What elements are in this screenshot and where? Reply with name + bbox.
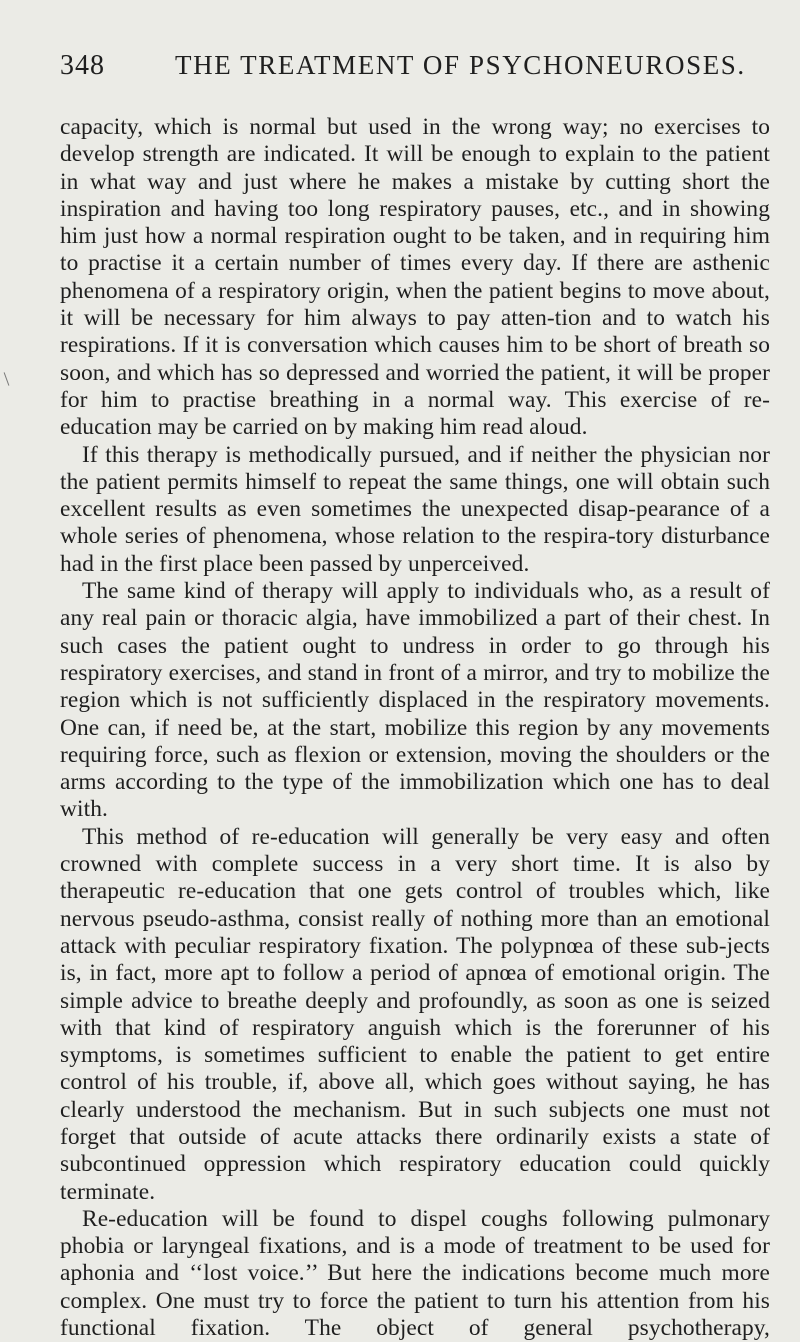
running-title: THE TREATMENT OF PSYCHONEUROSES. xyxy=(175,50,746,80)
paragraph: capacity, which is normal but used in the wrong way; no exercises to develop strength are indicated. It will be enough to explain to the patient in what way and just where he makes a mistake by cutting short the inspiration and having too long respiratory pauses, etc., and in showing him just how a normal respiration ought to be taken, and in requiring him to practise it a certain number of times every day. If there are asthenic phenomena of a respiratory origin, when the patient begins to move about, it will be necessary for him always to pay atten-tion and to watch his respirations. If it is conversation which causes him to be short of breath so soon, and which has so depressed and worried the patient, it will be proper for him to practise breathing in a normal way. This exercise of re-education may be carried on by making him read aloud. xyxy=(60,114,770,441)
paragraph: If this therapy is methodically pursued, and if neither the physician nor the patient permits himself to repeat the same things, one will obtain such excellent results as even sometimes the unexpected disap-pearance of a whole series of phenomena, whose relation to the respira-tory disturbance had in the first place been passed by unperceived. xyxy=(60,441,770,577)
running-head xyxy=(60,50,770,90)
page-number: 348 xyxy=(60,50,105,81)
paragraph: The same kind of therapy will apply to individuals who, as a result of any real pain or thoracic algia, have immobilized a part of their chest. In such cases the patient ought to undress in order to go through his respiratory exercises, and stand in front of a mirror, and try to mobilize the region which is not sufficiently displaced in the respiratory movements. One can, if need be, at the start, mobilize this region by any movements requiring force, such as flexion or extension, moving the shoulders or the arms according to the type of the immobilization which one has to deal with. xyxy=(60,578,770,823)
page-edge-mark xyxy=(4,372,10,385)
paragraph: This method of re-education will generally be very easy and often crowned with complete success in a very short time. It is also by therapeutic re-education that one gets control of troubles which, like nervous pseudo-asthma, consist really of nothing more than an emotional attack with peculiar respiratory fixation. The polypnœa of these sub-jects is, in fact, more apt to follow a period of apnœa of emotional origin. The simple advice to breathe deeply and profoundly, as soon as one is seized with that kind of respiratory anguish which is the forerunner of his symptoms, is sometimes sufficient to enable the patient to get entire control of his trouble, if, above all, which goes without saying, he has clearly understood the mechanism. But in such subjects one must not forget that outside of acute attacks there ordinarily exists a state of subcontinued oppression which respiratory education could quickly terminate. xyxy=(60,823,770,1205)
body-text xyxy=(60,114,770,1342)
paragraph: Re-education will be found to dispel coughs following pulmonary phobia or laryngeal fixations, and is a mode of treatment to be used for aphonia and ‘‘lost voice.’’ But here the indications become much more complex. One must try to force the patient to turn his attention from his functional fixation. The object of general psychotherapy, xyxy=(60,1205,770,1342)
